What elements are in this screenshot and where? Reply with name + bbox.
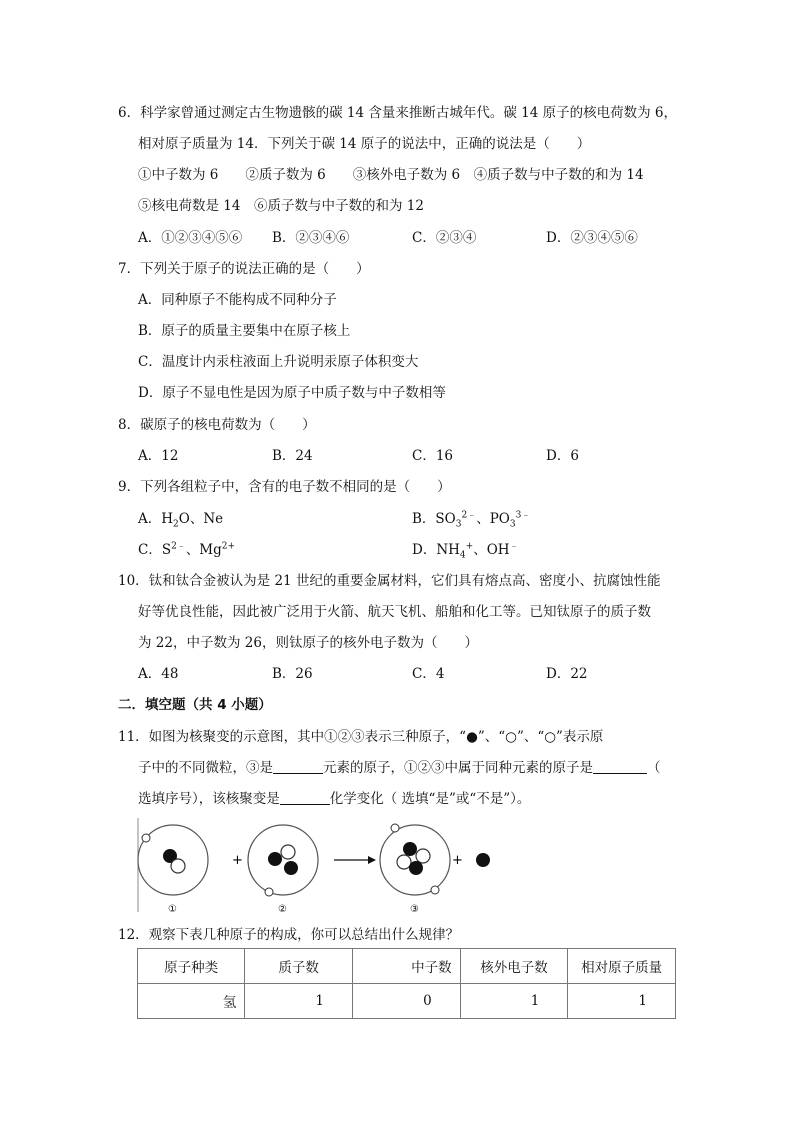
atom-2-orbit (248, 825, 318, 895)
q7-option-c[interactable]: C．温度计内汞柱液面上升说明汞原子体积变大 (138, 354, 419, 370)
proton-icon (403, 842, 417, 856)
q11-blank-element[interactable] (273, 759, 323, 774)
q11-line3-text-a: 选填序号），该核聚变是 (138, 791, 280, 807)
q9-option-c[interactable] (138, 541, 235, 559)
atom-3-orbit (380, 825, 450, 895)
q11-line2 (138, 759, 661, 777)
q9-d-sup1: + (465, 541, 474, 552)
electron-icon (142, 834, 150, 842)
q9-d-sub1: 4 (459, 550, 466, 561)
q8-option-c[interactable]: C．16 (412, 448, 454, 464)
q11-line2-text-c: （ (647, 760, 661, 776)
plus-sign-1: + (232, 853, 243, 868)
atom-3-label: ③ (410, 904, 419, 914)
q11-blank-chemical-change[interactable] (280, 790, 330, 805)
q10-line2: 好等优良性能，因此被广泛用于火箭、航天飞机、船舶和化工等。已知钛原子的质子数 (138, 604, 651, 620)
q6-option-a[interactable]: A．①②③④⑤⑥ (138, 230, 243, 246)
proton-icon (409, 861, 423, 875)
section-heading: 二．填空题（共 4 小题） (118, 697, 272, 713)
q10-line3: 为 22，中子数为 26，则钛原子的核外电子数为（ ） (138, 635, 478, 651)
q9-c-sup2: 2+ (221, 541, 236, 552)
q8-stem: 8．碳原子的核电荷数为（ ） (118, 417, 316, 433)
q9-d-text1: D．NH (412, 542, 460, 558)
cell-protons: 1 (245, 984, 353, 1019)
electron-icon (431, 886, 439, 894)
q11-line3-text-b: 化学变化（ 选填“是”或“不是”）。 (329, 791, 531, 807)
q9-b-sub2: 3 (509, 519, 516, 530)
q8-option-a[interactable]: A．12 (138, 448, 179, 464)
cell-relative-mass: 1 (568, 984, 676, 1019)
cell-atom-type: 氢 (138, 984, 245, 1019)
q9-a-sub: 2 (173, 519, 179, 530)
q11-line2-text-b: 元素的原子，①②③中属于同种元素的原子是 (323, 760, 593, 776)
q11-blank-same-element[interactable] (593, 759, 647, 774)
proton-icon (268, 852, 282, 866)
q7-option-a[interactable]: A．同种原子不能构成不同种分子 (138, 292, 337, 308)
q8-option-d[interactable]: D．6 (546, 448, 579, 464)
q10-option-d[interactable]: D．22 (546, 666, 588, 682)
plus-sign-2: + (452, 853, 463, 868)
q9-option-a[interactable] (138, 510, 223, 528)
neutron-icon (171, 859, 185, 873)
q7-option-d[interactable]: D．原子不显电性是因为原子中质子数与中子数相等 (138, 385, 446, 401)
neutron-icon (284, 861, 298, 875)
q7-option-b[interactable]: B．原子的质量主要集中在原子核上 (138, 323, 351, 339)
atom-1-label: ① (168, 904, 177, 914)
atom-2 (248, 825, 318, 896)
free-neutron-icon (476, 853, 490, 867)
electron-icon (391, 824, 399, 832)
q10-option-c[interactable]: C．4 (412, 666, 445, 682)
neutron-icon (397, 855, 411, 869)
q9-b-sup1: 2﹣ (461, 510, 477, 521)
table-header-row (138, 949, 676, 984)
q9-a-text1: A．H (138, 511, 174, 527)
q11-line3 (138, 790, 530, 808)
q9-c-sup1: 2﹣ (171, 541, 186, 552)
q9-b-text2: 、PO (476, 511, 510, 527)
atom-3 (380, 824, 450, 895)
q6-option-c[interactable]: C．②③④ (412, 230, 477, 246)
table-row (138, 984, 676, 1019)
q11-line2-text-a: 子中的不同微粒，③是 (138, 760, 273, 776)
right-arrow-icon (368, 856, 376, 864)
header-protons: 质子数 (245, 949, 353, 984)
q6-line1: 6．科学家曾通过测定古生物遗骸的碳 14 含量来推断古城年代。碳 14 原子的核电荷数为 6， (118, 105, 677, 121)
header-neutrons: 中子数 (353, 949, 461, 984)
q9-option-b[interactable] (412, 510, 530, 528)
q9-b-sub1: 3 (455, 519, 462, 530)
q6-option-b[interactable]: B．②③④⑥ (272, 230, 350, 246)
cell-electrons: 1 (460, 984, 568, 1019)
q6-line2: 相对原子质量为 14．下列关于碳 14 原子的说法中，正确的说法是（ ） (138, 136, 591, 152)
q12-stem: 12．观察下表几种原子的构成，你可以总结出什么规律？ (118, 927, 460, 943)
q9-option-d[interactable] (412, 541, 519, 559)
q9-stem: 9．下列各组粒子中，含有的电子数不相同的是（ ） (118, 479, 451, 495)
atom-1 (138, 825, 208, 895)
neutron-icon (281, 845, 295, 859)
q9-b-text1: B．SO (412, 511, 456, 527)
q10-option-a[interactable]: A．48 (138, 666, 179, 682)
q9-b-sup2: 3﹣ (515, 510, 531, 521)
q10-line1: 10．钛和钛合金被认为是 21 世纪的重要金属材料，它们具有熔点高、密度小、抗腐蚀性能 (118, 573, 661, 589)
header-relative-mass: 相对原子质量 (568, 949, 676, 984)
q9-c-text1: C．S (138, 542, 172, 558)
electron-icon (265, 888, 273, 896)
q8-option-b[interactable]: B．24 (272, 448, 313, 464)
q9-d-text2: 、OH (473, 542, 510, 558)
cell-neutrons: 0 (353, 984, 461, 1019)
atom-2-label: ② (278, 904, 287, 914)
header-atom-type: 原子种类 (138, 949, 245, 984)
q9-d-sup2: ﹣ (509, 541, 519, 552)
fusion-diagram (136, 818, 496, 914)
q9-c-text2: 、Mg (185, 542, 222, 558)
q6-statements-2: ⑤核电荷数是 14 ⑥质子数与中子数的和为 12 (138, 198, 424, 214)
q6-statements-1: ①中子数为 6 ②质子数为 6 ③核外电子数为 6 ④质子数与中子数的和为 14 (138, 167, 644, 183)
neutron-icon (416, 849, 430, 863)
q10-option-b[interactable]: B．26 (272, 666, 313, 682)
q11-line1: 11．如图为核聚变的示意图，其中①②③表示三种原子，“●”、“○”、“○”表示原 (118, 729, 604, 745)
atom-composition-table (137, 948, 676, 1019)
q7-stem: 7．下列关于原子的说法正确的是（ ） (118, 261, 370, 277)
q9-a-text2: O、Ne (178, 511, 224, 527)
header-electrons: 核外电子数 (460, 949, 568, 984)
q6-option-d[interactable]: D．②③④⑤⑥ (546, 230, 638, 246)
